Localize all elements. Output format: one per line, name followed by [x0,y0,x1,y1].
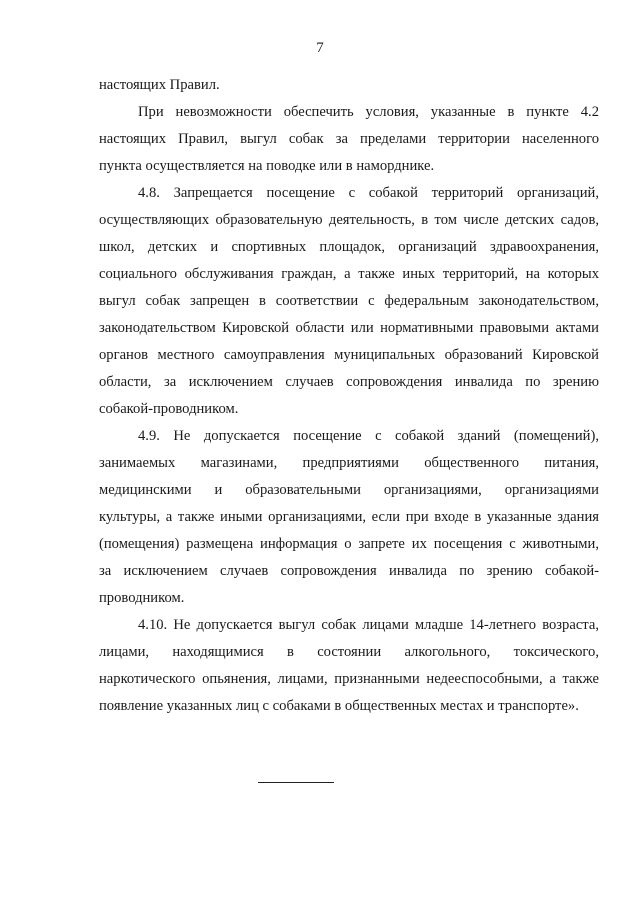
text-line: настоящих Правил. [99,77,220,93]
text-line: проводником. [99,590,185,606]
text-line: пункта осуществляется на поводке или в наморднике. [99,158,435,174]
text-line: наркотического опьянения, лицами, признанными недееспособными, а также [99,671,599,687]
paragraph-4-10 [99,612,599,720]
paragraph-walking-conditions [99,99,599,180]
text-line: выгул собак запрещен в соответствии с федеральным законодательством, [99,293,599,309]
end-separator-line [258,782,334,783]
text-line: собакой-проводником. [99,401,239,417]
text-line: (помещения) размещена информация о запрете их посещения с животными, [99,536,599,552]
text-line: области, за исключением случаев сопровождения инвалида по зрению [99,374,599,390]
text-line: медицинскими и образовательными организациями, организациями [99,482,599,498]
text-line: лицами, находящимися в состоянии алкогольного, токсического, [99,644,599,660]
text-line: органов местного самоуправления муниципальных образований Кировской [99,347,599,363]
text-line: законодательством Кировской области или нормативными правовыми актами [99,320,599,336]
text-line: 4.10. Не допускается выгул собак лицами младше 14-летнего возраста, [138,617,599,633]
text-line: социального обслуживания граждан, а также иных территорий, на которых [99,266,599,282]
document-body [99,72,599,720]
text-line: настоящих Правил, выгул собак за пределами территории населенного [99,131,599,147]
paragraph-4-8 [99,180,599,423]
paragraph-continuation [99,72,599,99]
paragraph-4-9 [99,423,599,612]
text-line: осуществляющих образовательную деятельность, в том числе детских садов, [99,212,599,228]
text-line: При невозможности обеспечить условия, указанные в пункте 4.2 [138,104,599,120]
text-line: за исключением случаев сопровождения инвалида по зрению собакой- [99,563,599,579]
text-line: занимаемых магазинами, предприятиями общественного питания, [99,455,599,471]
text-line: культуры, а также иными организациями, если при входе в указанные здания [99,509,599,525]
text-line: 4.9. Не допускается посещение с собакой зданий (помещений), [138,428,599,444]
text-line: появление указанных лиц с собаками в общественных местах и транспорте». [99,698,579,714]
text-line: школ, детских и спортивных площадок, организаций здравоохранения, [99,239,599,255]
page-number: 7 [316,40,324,56]
text-line: 4.8. Запрещается посещение с собакой территорий организаций, [138,185,599,201]
